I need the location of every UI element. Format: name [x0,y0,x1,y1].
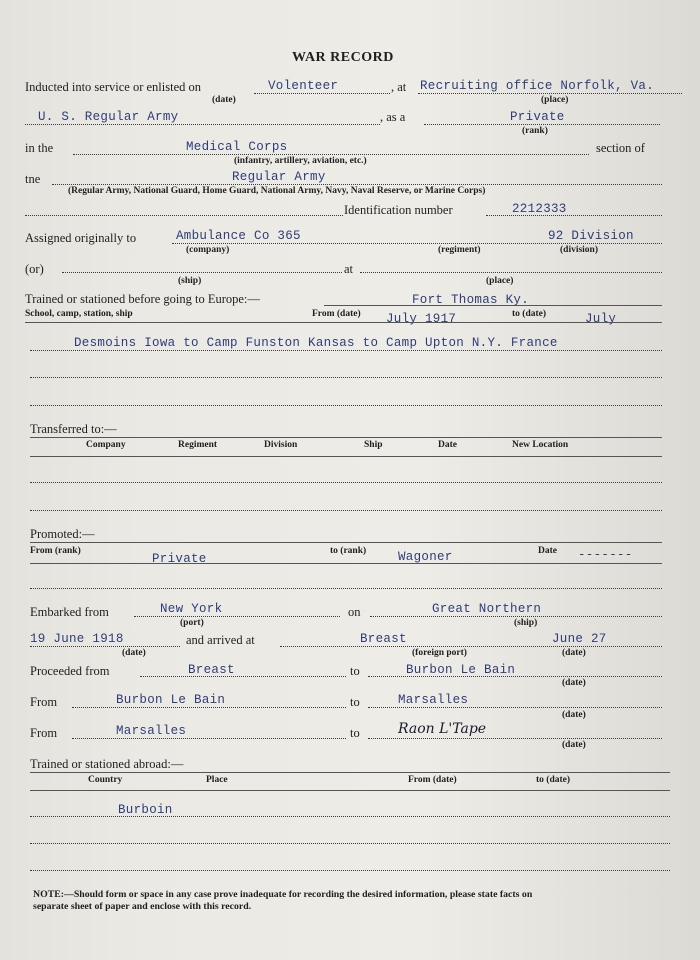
label-on: on [348,605,361,619]
hint-place: (place) [541,95,569,105]
field-line [62,272,342,273]
note-line-2: separate sheet of paper and enclose with this record. [33,901,252,912]
value-embark-port: New York [160,602,223,616]
hint-branch: (infantry, artillery, aviation, etc.) [234,156,367,166]
hint-port: (port) [180,618,204,628]
value-embark-date: 19 June 1918 [30,632,124,646]
field-line [52,184,662,185]
label-section-of: section of [596,141,645,155]
field-line [140,676,346,677]
col-company: Company [86,440,126,450]
hint-ship-embark: (ship) [514,618,538,628]
col-ship: Ship [364,440,383,450]
label-as-a: , as a [380,110,406,124]
label-school-camp: School, camp, station, ship [25,309,133,319]
label-inducted: Inducted into service or enlisted on [25,80,201,94]
hint-ship: (ship) [178,276,202,286]
label-to-1: to [350,664,360,678]
note-line-1: NOTE:—Should form or space in any case prove inadequate for recording the desired information, please state facts on [33,889,533,900]
value-proceed3-from: Marsalles [116,724,187,738]
label-to-2: to [350,695,360,709]
label-from-2: From [30,695,58,709]
value-trained-to: July [585,312,617,326]
value-rank: Private [510,110,565,124]
label-transferred: Transferred to:— [30,422,117,436]
field-line [30,646,180,647]
label-promoted-date: Date [538,546,557,556]
field-line [368,707,662,708]
field-line [30,843,670,844]
field-line [30,482,662,483]
label-from-3: From [30,726,58,740]
col-division: Division [264,440,298,450]
value-enlisted-on: Volenteer [268,79,339,93]
label-tne: tne [25,172,41,186]
value-corps: Medical Corps [186,140,288,154]
field-line [72,738,346,739]
col-regiment: Regiment [178,440,218,450]
label-assigned: Assigned originally to [25,231,137,245]
value-id-number: 2212333 [512,202,567,216]
value-assigned-company: Ambulance Co 365 [176,229,301,243]
hint-service: (Regular Army, National Guard, Home Guard, National Army, Navy, Naval Reserve, or Marine Corps) [68,186,486,196]
value-promoted-from: Private [152,552,207,566]
hint-regiment: (regiment) [438,245,481,255]
col-new-location: New Location [512,440,569,450]
field-line [368,738,662,739]
col-to-date: to (date) [536,775,571,785]
value-promoted-date: ------- [578,548,633,562]
value-proceed2-from: Burbon Le Bain [116,693,226,707]
value-proceed1-from: Breast [188,663,235,677]
value-proceed3-to: Raon L'Tape [398,721,487,737]
label-identification: Identification number [344,203,453,217]
hint-proceed1-date: (date) [562,678,586,688]
col-date: Date [438,440,457,450]
hint-rank: (rank) [522,126,548,136]
label-trained-europe: Trained or stationed before going to Europe:— [25,292,260,306]
field-line [73,154,589,155]
field-line [30,350,662,351]
field-line [25,322,662,323]
value-abroad-place: Burboin [118,803,173,817]
field-line [360,272,662,273]
value-service: U. S. Regular Army [38,110,179,124]
hint-division: (division) [560,245,599,255]
value-arrived-date: June 27 [552,632,607,646]
value-trained-from: July 1917 [386,312,457,326]
label-trained-abroad: Trained or stationed abroad:— [30,757,184,771]
label-promoted: Promoted:— [30,527,95,541]
field-line [25,215,343,216]
label-or: (or) [25,262,44,276]
value-arrived-port: Breast [360,632,407,646]
label-at-ship: at [344,262,354,276]
value-proceed1-to: Burbon Le Bain [406,663,516,677]
field-line [172,243,662,244]
field-line [30,870,670,871]
hint-date: (date) [212,95,236,105]
label-embarked: Embarked from [30,605,109,619]
value-branch-type: Regular Army [232,170,326,184]
label-proceeded: Proceeded from [30,664,110,678]
label-from-rank: From (rank) [30,546,81,556]
value-route: Desmoins Iowa to Camp Funston Kansas to Camp Upton N.Y. France [74,336,558,350]
field-line [134,616,340,617]
label-to-rank: to (rank) [330,546,367,556]
hint-proceed2-date: (date) [562,710,586,720]
field-line [30,588,662,589]
field-line [30,405,662,406]
label-to-date: to (date) [512,309,547,319]
col-from-date: From (date) [408,775,457,785]
col-place: Place [206,775,228,785]
field-line [30,510,662,511]
label-at: , at [391,80,407,94]
hint-embark-date: (date) [122,648,146,658]
hint-proceed3-date: (date) [562,740,586,750]
label-to-3: to [350,726,360,740]
value-trained-place: Fort Thomas Ky. [412,293,530,307]
value-assigned-division: 92 Division [548,229,634,243]
table-rule [30,437,662,438]
value-enlist-place: Recruiting office Norfolk, Va. [420,79,655,93]
hint-company: (company) [186,245,230,255]
hint-arrived-date: (date) [562,648,586,658]
table-rule [30,456,662,457]
field-line [424,124,660,125]
field-line [418,93,682,94]
field-line [280,646,662,647]
field-line [30,816,670,817]
table-rule [30,563,662,564]
label-and-arrived: and arrived at [186,633,255,647]
hint-foreign-port: (foreign port) [412,648,467,658]
table-rule [30,772,670,773]
field-line [30,377,662,378]
table-rule [30,790,670,791]
value-embark-ship: Great Northern [432,602,542,616]
form-title: WAR RECORD [292,50,394,65]
field-line [25,124,380,125]
label-from-date: From (date) [312,309,361,319]
field-line [370,616,662,617]
col-country: Country [88,775,123,785]
hint-place-ship: (place) [486,276,514,286]
value-promoted-to: Wagoner [398,550,453,564]
value-proceed2-to: Marsalles [398,693,469,707]
table-rule [30,542,662,543]
field-line [72,707,346,708]
label-in-the: in the [25,141,54,155]
field-line [254,93,390,94]
